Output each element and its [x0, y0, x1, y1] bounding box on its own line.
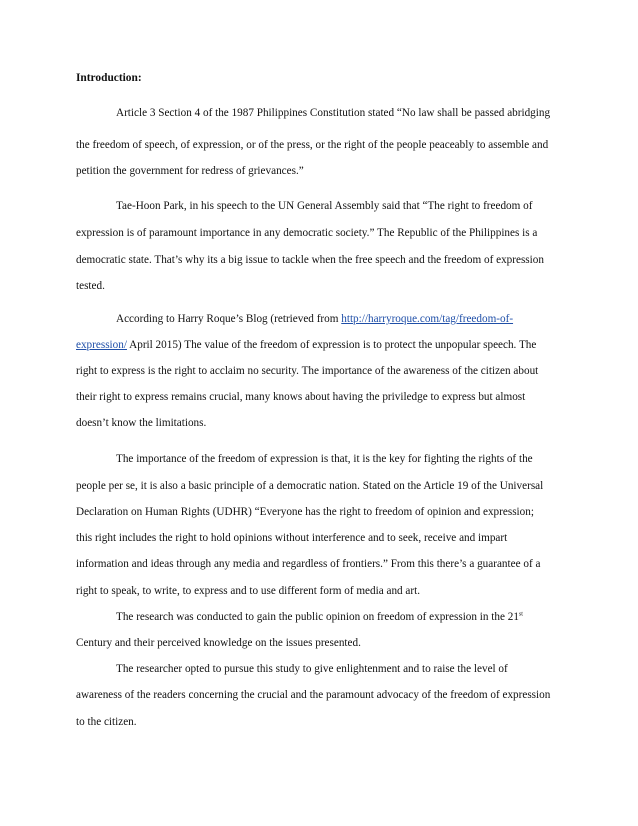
paragraph-2-line-1: Tae-Hoon Park, in his speech to the UN General Assembly said that “The right to freedom of	[116, 200, 533, 212]
paragraph-4-line-4: this right includes the right to hold opinions without interference and to seek, receive and impart	[76, 532, 508, 544]
paragraph-3-line-2-text: April 2015) The value of the freedom of expression is to protect the unpopular speech. The	[126, 339, 537, 351]
paragraph-4-line-1: The importance of the freedom of expression is that, it is the key for fighting the rights of the	[116, 453, 533, 465]
paragraph-2-line-3: democratic state. That’s why its a big issue to tackle when the free speech and the freedom of expression	[76, 254, 544, 266]
ordinal-superscript: st	[518, 611, 523, 618]
paragraph-3-line-1	[116, 312, 564, 326]
paragraph-4-line-3: Declaration on Human Rights (UDHR) “Everyone has the right to freedom of opinion and expression;	[76, 506, 534, 518]
blog-link-part-1[interactable]: http://harryroque.com/tag/freedom-of-	[341, 313, 514, 325]
paragraph-2-line-2: expression is of paramount importance in any democratic society.” The Republic of the Philippines is a	[76, 227, 538, 239]
paragraph-5-line-1-text: The research was conducted to gain the public opinion on freedom of expression in the 21	[116, 611, 519, 623]
paragraph-1-line-2: the freedom of speech, of expression, or of the press, or the right of the people peaceably to assemble and	[76, 139, 549, 151]
paragraph-1-line-3: petition the government for redress of grievances.”	[76, 165, 304, 177]
paragraph-3-line-3: right to express is the right to acclaim no security. The importance of the awareness of the citizen about	[76, 365, 539, 377]
paragraph-5-line-1	[116, 610, 564, 624]
paragraph-6-line-3: to the citizen.	[76, 716, 137, 728]
paragraph-3-line-5: doesn’t know the limitations.	[76, 417, 207, 429]
paragraph-3-line-4: their right to express remains crucial, many knows about having the priviledge to express but almost	[76, 391, 526, 403]
paragraph-3-line-2	[76, 338, 564, 352]
paragraph-4-line-5: information and ideas through any media and regardless of frontiers.” From this there’s a guarantee of a	[76, 558, 541, 570]
paragraph-5-line-2: Century and their perceived knowledge on the issues presented.	[76, 637, 361, 649]
paragraph-4-line-2: people per se, it is also a basic principle of a democratic nation. Stated on the Article 19 of the Universal	[76, 480, 544, 492]
paragraph-6-line-2: awareness of the readers concerning the crucial and the paramount advocacy of the freedom of expression	[76, 689, 551, 701]
paragraph-1-line-1: Article 3 Section 4 of the 1987 Philippines Constitution stated “No law shall be passed abridging	[116, 107, 551, 119]
paragraph-4-line-6: right to speak, to write, to express and to use different form of media and art.	[76, 585, 421, 597]
paragraph-2-line-4: tested.	[76, 280, 105, 292]
paragraph-6-line-1: The researcher opted to pursue this study to give enlightenment and to raise the level of	[116, 663, 508, 675]
blog-link-part-2[interactable]: expression/	[76, 339, 127, 351]
paragraph-3-line-1-text: According to Harry Roque’s Blog (retrieved from	[116, 313, 342, 325]
section-heading: Introduction:	[76, 72, 142, 84]
